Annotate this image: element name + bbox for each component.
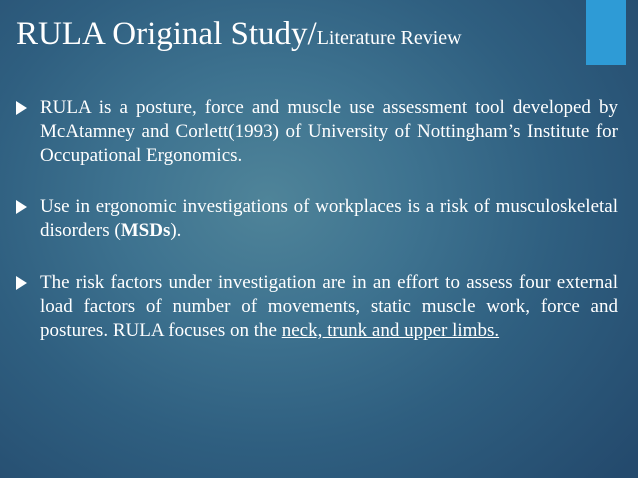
slide-title [16, 18, 462, 51]
bullet-list [16, 96, 618, 370]
bullet-bold-term: MSDs [120, 220, 171, 241]
bullet-text: Use in ergonomic investigations of workplaces is a risk of musculoskeletal disorders ( [40, 196, 618, 241]
right-triangle-icon [16, 101, 27, 115]
right-triangle-icon [16, 276, 27, 290]
bullet-underlined-term: neck, trunk and upper limbs. [281, 320, 500, 341]
slide-title-main: RULA Original Study/ [16, 16, 317, 52]
bullet-text: RULA is a posture, force and muscle use assessment tool developed by McAtamney and Corlett(1993) of University of Nottingham’s Institute for Occupational Ergonomics. [40, 97, 618, 166]
slide-title-sub: Literature Review [316, 27, 462, 49]
bullet-text-end: ). [170, 220, 182, 241]
right-triangle-icon [16, 200, 27, 214]
bullet-item-risk-factors [16, 271, 618, 343]
bullet-item-msds [16, 195, 618, 243]
accent-bar [586, 0, 626, 65]
bullet-text: The risk factors under investigation are in an effort to assess four external load factors of number of movements, static muscle work, force and postures. RULA focuses on the [40, 272, 618, 341]
bullet-item-rula-definition [16, 96, 618, 168]
